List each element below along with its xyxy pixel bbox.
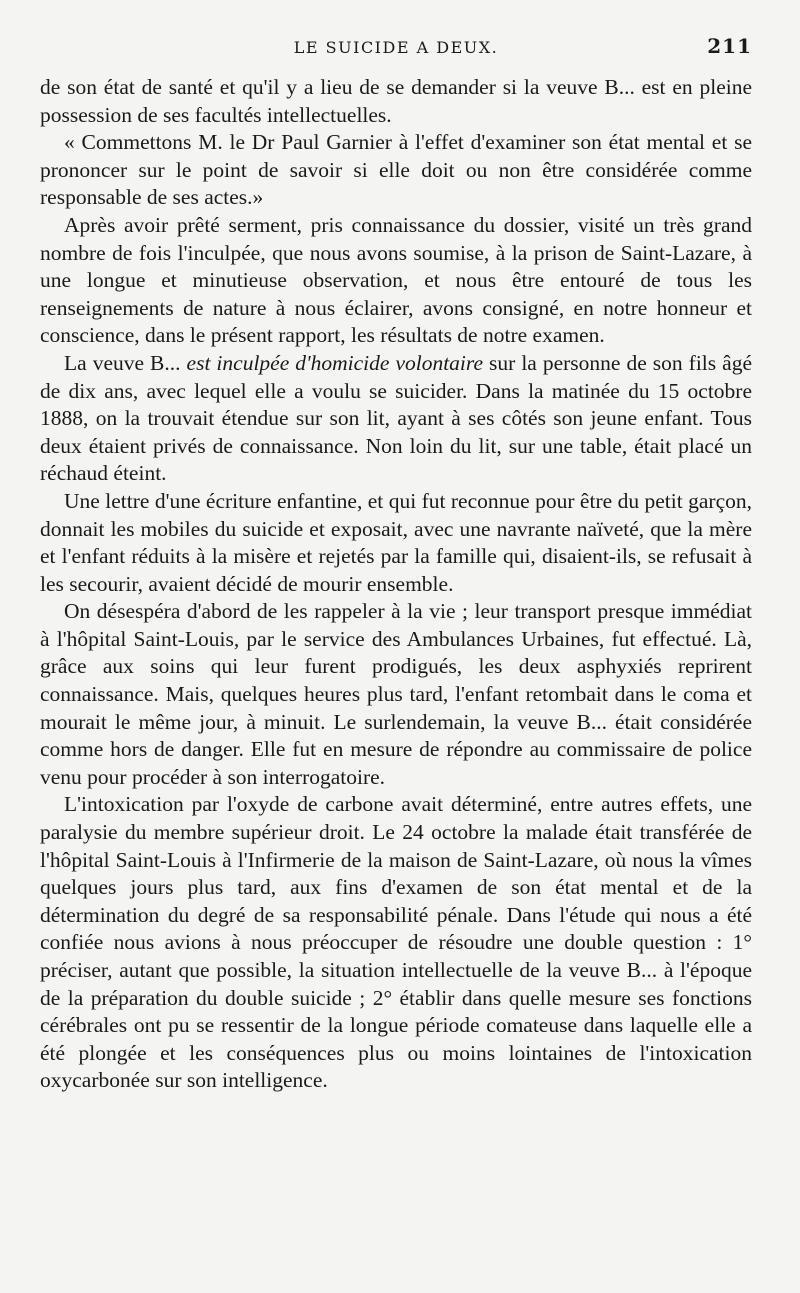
- paragraph-5: Une lettre d'une écriture enfantine, et qui fut reconnue pour être du petit garçon, donnait les mobiles du suicide et exposait, avec une navrante naïveté, que la mère et l'enfant réduits à la misère et rejetés par la famille qui, disaient-ils, se refusait à les secourir, avaient décidé de mourir ensemble.: [40, 488, 752, 596]
- paragraph-2: « Commettons M. le Dr Paul Garnier à l'effet d'examiner son état mental et se prononcer sur le point de savoir si elle doit ou non être considérée comme responsable de ses actes.»: [40, 130, 752, 210]
- paragraph-4-end: sur la personne de son fils âgé de dix ans, avec lequel elle a voulu se suicider. Dans la matinée du 15 octobre 1888, on la trouvait étendue sur son lit, ayant à ses côtés son jeune enfant. Tous deux étaient privés de connaissance. Non loin du lit, sur une table, était placé un réchaud éteint.: [40, 350, 752, 486]
- paragraph-4: [40, 350, 752, 488]
- body-text: [40, 74, 752, 1095]
- paragraph-3: Après avoir prêté serment, pris connaissance du dossier, visité un très grand nombre de fois l'inculpée, que nous avons soumise, à la prison de Saint-Lazare, à une longue et minutieuse observation, et nous être entouré de tous les renseignements de nature à nous éclairer, avons consigné, en notre honneur et conscience, dans le présent rapport, les résultats de notre examen.: [40, 212, 752, 348]
- paragraph-6: On désespéra d'abord de les rappeler à la vie ; leur transport presque immédiat à l'hôpital Saint-Louis, par le service des Ambulances Urbaines, fut effectué. Là, grâce aux soins qui leur furent prodigués, les deux asphyxiés reprirent connaissance. Mais, quelques heures plus tard, l'enfant retombait dans le coma et mourait le même jour, à minuit. Le surlendemain, la veuve B... était considérée comme hors de danger. Elle fut en mesure de répondre au commissaire de police venu pour procéder à son interrogatoire.: [40, 599, 752, 789]
- paragraph-4-italic: est inculpée d'homicide volontaire: [186, 350, 484, 375]
- running-head: [40, 28, 752, 74]
- paragraph-7: L'intoxication par l'oxyde de carbone avait déterminé, entre autres effets, une paralysie du membre supérieur droit. Le 24 octobre la malade était transférée de l'hôpital Saint-Louis à l'Infirmerie de la maison de Saint-Lazare, où nous la vîmes quelques jours plus tard, aux fins d'examen de son état mental et de la détermination du degré de sa responsabilité pénale. Dans l'étude qui nous a été confiée nous avions à nous préoccuper de résoudre une double question : 1° préciser, autant que possible, la situation intellectuelle de la veuve B... à l'époque de la préparation du double suicide ; 2° établir dans quelle mesure ses fonctions cérébrales ont pu se ressentir de la longue période comateuse dans laquelle elle a été plongée et les conséquences plus ou moins lointaines de l'intoxication oxycarbonée sur son intelligence.: [40, 792, 752, 1093]
- paragraph-4-start: La veuve B...: [64, 350, 187, 375]
- page-number: 211: [707, 34, 752, 58]
- paragraph-1: de son état de santé et qu'il y a lieu de se demander si la veuve B... est en pleine possession de ses facultés intellectuelles.: [40, 75, 752, 127]
- running-title: LE SUICIDE A DEUX.: [293, 38, 499, 57]
